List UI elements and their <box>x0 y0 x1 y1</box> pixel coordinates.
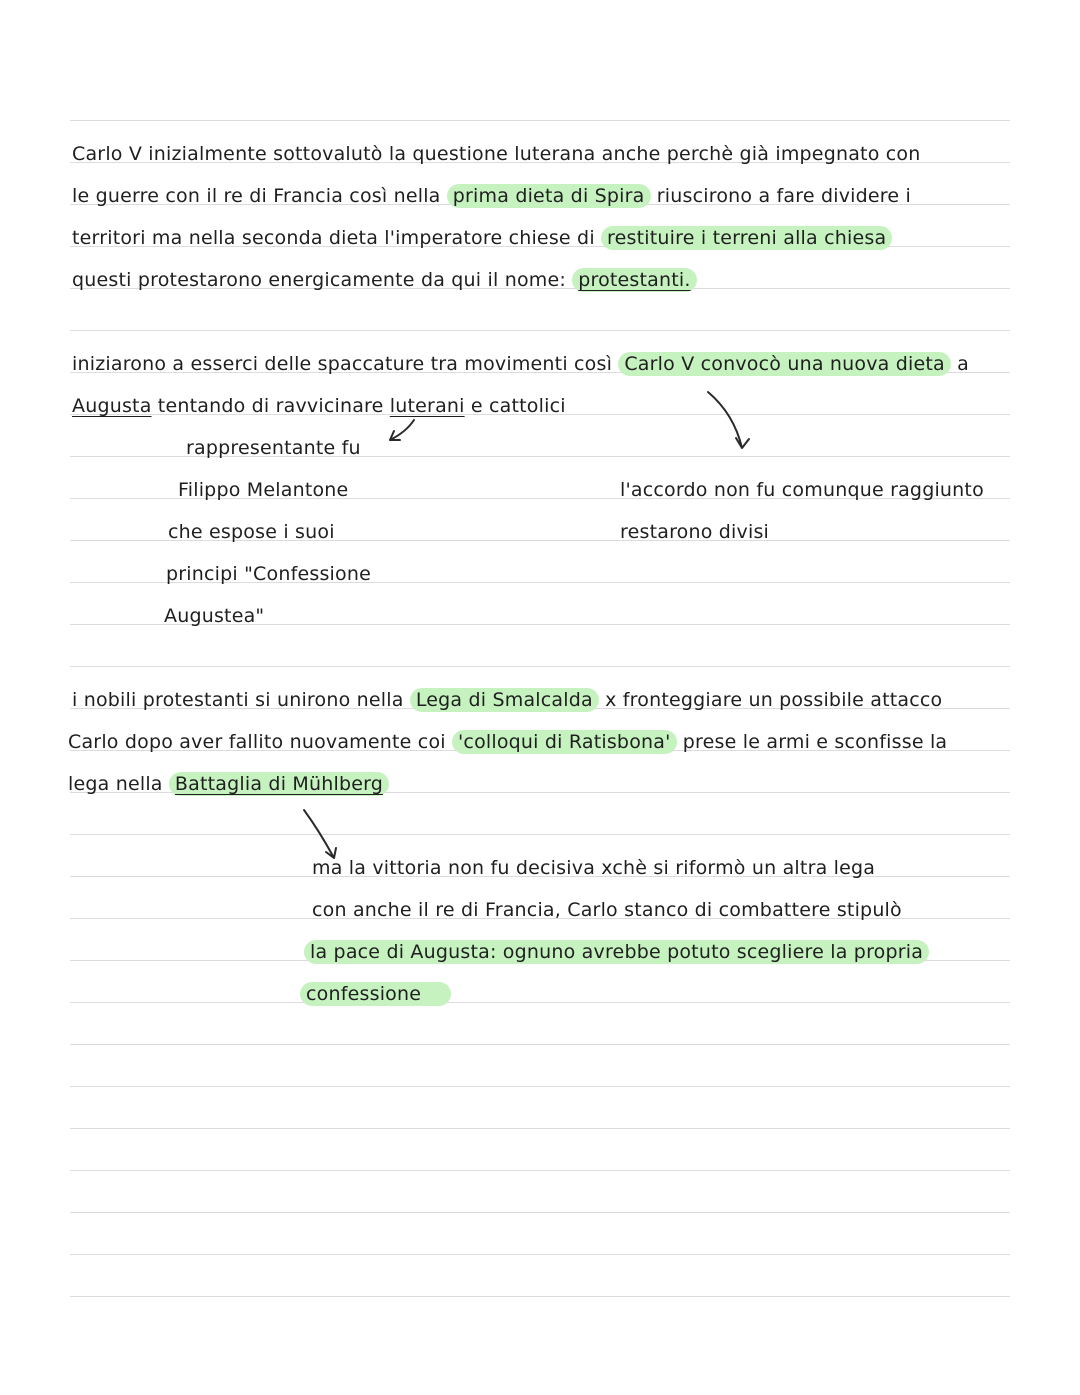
paragraph3-line2 <box>68 729 947 755</box>
text: le guerre con il re di Francia così nella <box>72 185 441 207</box>
text: con anche il re di Francia, Carlo stanco di combattere stipulò <box>312 899 902 921</box>
text: Augustea" <box>164 605 265 627</box>
paragraph1-line2 <box>72 183 911 209</box>
left-note-line <box>164 603 264 629</box>
text: a <box>957 353 969 375</box>
arrow-down-left-icon <box>380 416 420 446</box>
text: x fronteggiare un possibile attacco <box>605 689 943 711</box>
ruled-line <box>70 1254 1010 1255</box>
ruled-line <box>70 1044 1010 1045</box>
highlight-prima-dieta: prima dieta di Spira <box>447 184 651 208</box>
paragraph2-line2 <box>72 393 566 419</box>
ruled-line <box>70 1086 1010 1087</box>
paragraph1-line1 <box>72 141 920 167</box>
left-note-line <box>178 477 348 503</box>
text: Carlo V inizialmente sottovalutò la questione luterana anche perchè già impegnato con <box>72 143 921 165</box>
text-luterani: luterani <box>389 395 465 417</box>
paragraph1-line4 <box>72 267 697 293</box>
highlight-colloqui-ratisbona: 'colloqui di Ratisbona' <box>452 730 677 754</box>
highlight-confessione: confessione <box>300 982 451 1006</box>
left-note-line <box>186 435 361 461</box>
text: riuscirono a fare dividere i <box>656 185 912 207</box>
paragraph1-line3 <box>72 225 892 251</box>
text: Carlo dopo aver fallito nuovamente coi <box>68 731 446 753</box>
ruled-line <box>70 1170 1010 1171</box>
text: tentando di ravvicinare <box>157 395 384 417</box>
paragraph4-line1 <box>312 855 875 881</box>
left-note-line <box>168 519 335 545</box>
ruled-line <box>70 120 1010 121</box>
ruled-line <box>70 666 1010 667</box>
text: principi "Confessione <box>166 563 371 585</box>
text: questi protestarono energicamente da qui il nome: <box>72 269 566 291</box>
highlight-battaglia-muhlberg: Battaglia di Mühlberg <box>169 772 389 796</box>
paragraph3-line3 <box>68 771 389 797</box>
paragraph4-line4 <box>300 981 451 1007</box>
text: che espose i suoi <box>168 521 335 543</box>
left-note-line <box>166 561 371 587</box>
ruled-line <box>70 1128 1010 1129</box>
text-augusta: Augusta <box>72 395 152 417</box>
paragraph2-line1 <box>72 351 969 377</box>
text: l'accordo non fu comunque raggiunto <box>620 479 984 501</box>
paragraph3-line1 <box>72 687 942 713</box>
text: restarono divisi <box>620 521 770 543</box>
right-note-line <box>620 477 984 503</box>
text: territori ma nella seconda dieta l'imperatore chiese di <box>72 227 595 249</box>
text: e cattolici <box>470 395 566 417</box>
highlight-protestanti: protestanti. <box>572 268 696 292</box>
paragraph4-line2 <box>312 897 902 923</box>
text: lega nella <box>68 773 163 795</box>
ruled-line <box>70 330 1010 331</box>
highlight-pace-augusta: la pace di Augusta: ognuno avrebbe potuto scegliere la propria <box>304 940 929 964</box>
highlight-restituire: restituire i terreni alla chiesa <box>601 226 892 250</box>
text: rappresentante fu <box>186 437 361 459</box>
text: Filippo Melantone <box>178 479 349 501</box>
ruled-line <box>70 1296 1010 1297</box>
ruled-line <box>70 1002 1010 1003</box>
arrow-down-right-icon <box>700 388 760 454</box>
ruled-line <box>70 834 1010 835</box>
ruled-line <box>70 1212 1010 1213</box>
paragraph4-line3 <box>304 939 929 965</box>
right-note-line <box>620 519 769 545</box>
highlight-nuova-dieta: Carlo V convocò una nuova dieta <box>618 352 951 376</box>
text: ma la vittoria non fu decisiva xchè si riformò un altra lega <box>312 857 876 879</box>
text: i nobili protestanti si unirono nella <box>72 689 404 711</box>
highlight-lega-smalcalda: Lega di Smalcalda <box>410 688 599 712</box>
text: iniziarono a esserci delle spaccature tra movimenti così <box>72 353 613 375</box>
text: prese le armi e sconfisse la <box>682 731 948 753</box>
